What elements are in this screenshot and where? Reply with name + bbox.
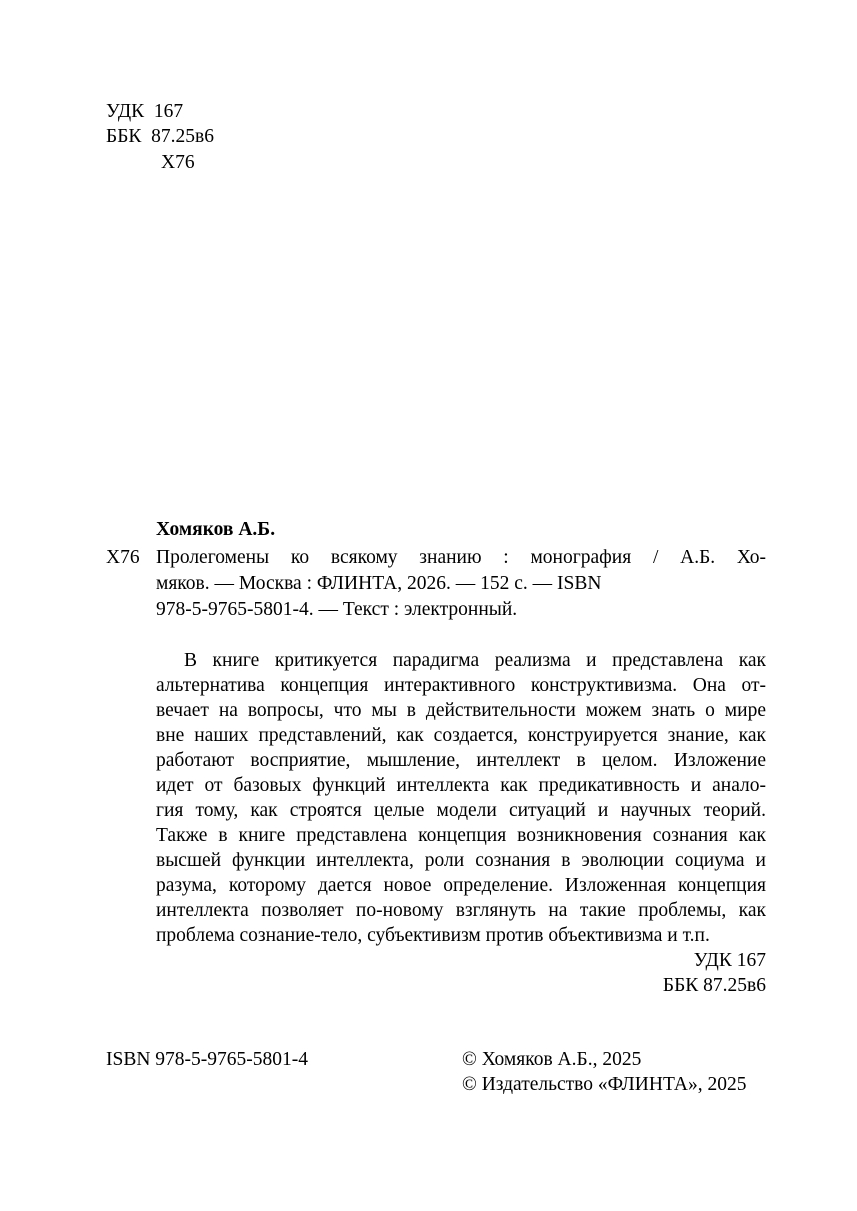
annotation-line: работают восприятие, мышление, интеллект в целом. Изложение	[156, 750, 766, 771]
annotation-line: разума, которому дается новое определение. Изложенная концепция	[156, 875, 766, 896]
author-mark-top: Х76	[161, 152, 195, 173]
annotation-line: альтернатива концепция интерактивного конструктивизма. Она от-	[156, 675, 766, 696]
annotation-line: Также в книге представлена концепция возникновения сознания как	[156, 825, 766, 846]
annotation-line: высшей функции интеллекта, роли сознания в эволюции социума и	[156, 850, 766, 871]
footer-bbk: ББК 87.25в6	[662, 975, 766, 996]
title-line-2: мяков. — Москва : ФЛИНТА, 2026. — 152 с. — ISBN	[156, 573, 602, 594]
annotation-line: гия тому, как строятся целые модели ситуаций и научных теорий.	[156, 800, 766, 821]
annotation-line: вечает на вопросы, что мы в действительности можем знать о мире	[156, 700, 766, 721]
annotation-line: В книге критикуется парадигма реализма и представлена как	[184, 650, 766, 671]
bbk-value: 87.25в6	[151, 126, 214, 147]
bbk-line	[106, 124, 214, 149]
annotation-line: вне наших представлений, как создается, конструируется знание, как	[156, 725, 766, 746]
bbk-label: ББК	[106, 126, 142, 147]
title-line-1: Пролегомены ко всякому знанию : монография / А.Б. Хо-	[156, 547, 766, 568]
udk-value: 167	[153, 101, 184, 122]
annotation-line: проблема сознание-тело, субъективизм против объективизма и т.п.	[156, 925, 710, 946]
udk-label: УДК	[106, 101, 145, 122]
copyright-author: © Хомяков А.Б., 2025	[462, 1049, 642, 1070]
author-heading: Хомяков А.Б.	[156, 519, 276, 540]
isbn: ISBN 978-5-9765-5801-4	[106, 1049, 309, 1070]
annotation-line: идет от базовых функций интеллекта как предикативность и анало-	[156, 775, 766, 796]
annotation-line: интеллекта позволяет по-новому взглянуть на такие проблемы, как	[156, 900, 766, 921]
udk-line	[106, 99, 183, 124]
copyright-publisher: © Издательство «ФЛИНТА», 2025	[462, 1074, 747, 1095]
author-mark: Х76	[106, 547, 140, 568]
title-line-3: 978-5-9765-5801-4. — Текст : электронный.	[156, 599, 518, 620]
footer-udk: УДК 167	[693, 950, 766, 971]
